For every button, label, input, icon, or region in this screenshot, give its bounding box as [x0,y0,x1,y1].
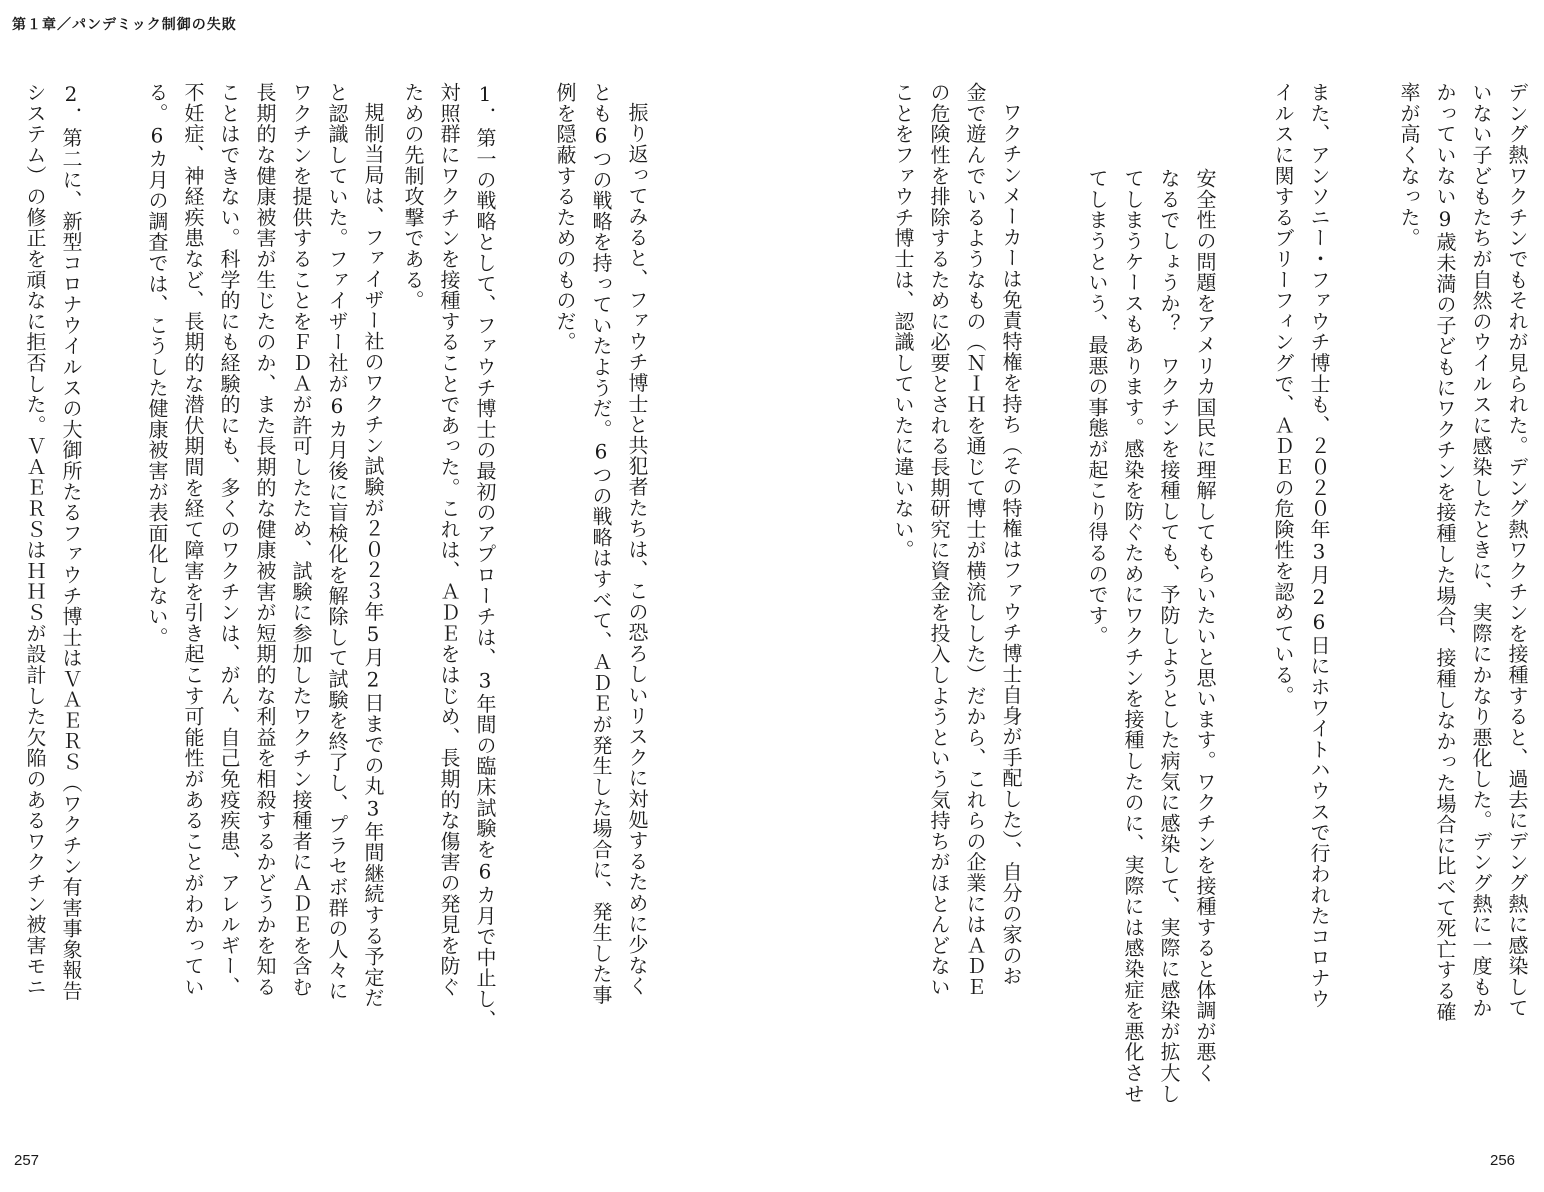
page-number: 256 [1490,1152,1516,1169]
text-column: とも6つの戦略を持っていたようだ。6つの戦略はすべて、ＡＤＥが発生した場合に、発生した事 [589,82,613,1006]
text-column: ことをファウチ博士は、認識していたに違いない。 [891,82,915,561]
running-header: 第１章／パンデミック制御の失敗 [12,17,237,33]
text-column: デング熱ワクチンでもそれが見られた。デング熱ワクチンを接種すると、過去にデング熱に感染して [1505,82,1529,1018]
text-column: ワクチンを提供することをＦＤＡが許可したため、試験に参加したワクチン接種者にＡＤＥを含む [289,82,313,998]
text-column: ことはできない。科学的にも経験的にも、多くのワクチンは、がん、自己免疫疾患、アレルギー、 [217,82,241,998]
text-column: てしまうケースもあります。感染を防ぐためにワクチンを接種したのに、実際には感染症を悪化させ [1121,168,1145,1104]
text-column: 対照群にワクチンを接種することであった。これは、ＡＤＥをはじめ、長期的な傷害の発見を防ぐ [437,82,461,998]
text-column: てしまうという、最悪の事態が起こり得るのです。 [1085,168,1109,647]
text-column: イルスに関するブリーフィングで、ＡＤＥの危険性を認めている。 [1271,82,1295,706]
text-column: 安全性の問題をアメリカ国民に理解してもらいたいと思います。ワクチンを接種すると体調が悪く [1193,168,1217,1084]
text-column: ワクチンメーカーは免責特権を持ち（その特権はファウチ博士自身が手配した）、自分の家のお [999,102,1023,987]
page-number: 257 [14,1152,40,1169]
text-column: また、アンソニー・ファウチ博士も、２０２０年3月26日にホワイトハウスで行われたコロナウ [1307,82,1331,1010]
text-column: 2．第二に、新型コロナウイルスの大御所たるファウチ博士はＶＡＥＲＳ（ワクチン有害事象報告 [59,82,83,1002]
text-column: る。6カ月の調査では、こうした健康被害が表面化しない。 [145,82,169,648]
text-column: の危険性を排除するために必要とされる長期研究に資金を投入しようという気持ちがほとんどない [927,82,951,998]
text-column: と認識していた。ファイザー社が6カ月後に盲検化を解除して試験を終了し、プラセボ群の人々に [325,82,349,1002]
text-column: 例を隠蔽するためのものだ。 [553,82,577,353]
text-column: 長期的な健康被害が生じたのか、また長期的な健康被害が短期的な利益を相殺するかどうかを知る [253,82,277,998]
text-column: 振り返ってみると、ファウチ博士と共犯者たちは、この恐ろしいリスクに対処するために少なく [625,102,649,997]
text-column: いない子どもたちが自然のウイルスに感染したときに、実際にかなり悪化した。デング熱に一度もか [1469,82,1493,1018]
text-column: なるでしょうか？ ワクチンを接種しても、予防しようとした病気に感染して、実際に感染が拡大し [1157,168,1181,1104]
text-column: 金で遊んでいるようなもの（ＮＩＨを通じて博士が横流しした）だから、これらの企業にはＡＤＥ [963,82,987,998]
text-column: ための先制攻撃である。 [401,82,425,311]
text-column: 不妊症、神経疾患など、長期的な潜伏期間を経て障害を引き起こす可能性があることがわかってい [181,82,205,998]
text-column: システム）の修正を頑なに拒否した。ＶＡＥＲＳはＨＨＳが設計した欠陥のあるワクチン被害モニ [23,82,47,998]
text-column: かっていない9歳未満の子どもにワクチンを接種した場合、接種しなかった場合に比べて死亡する確 [1433,82,1457,1022]
text-column: 率が高くなった。 [1397,82,1421,249]
text-column: 1．第一の戦略として、ファウチ博士の最初のアプローチは、3年間の臨床試験を6カ月で中止し、 [473,82,497,1030]
text-column: 規制当局は、ファイザー社のワクチン試験が２０２３年5月2日までの丸3年間継続する予定だ [361,102,385,1009]
